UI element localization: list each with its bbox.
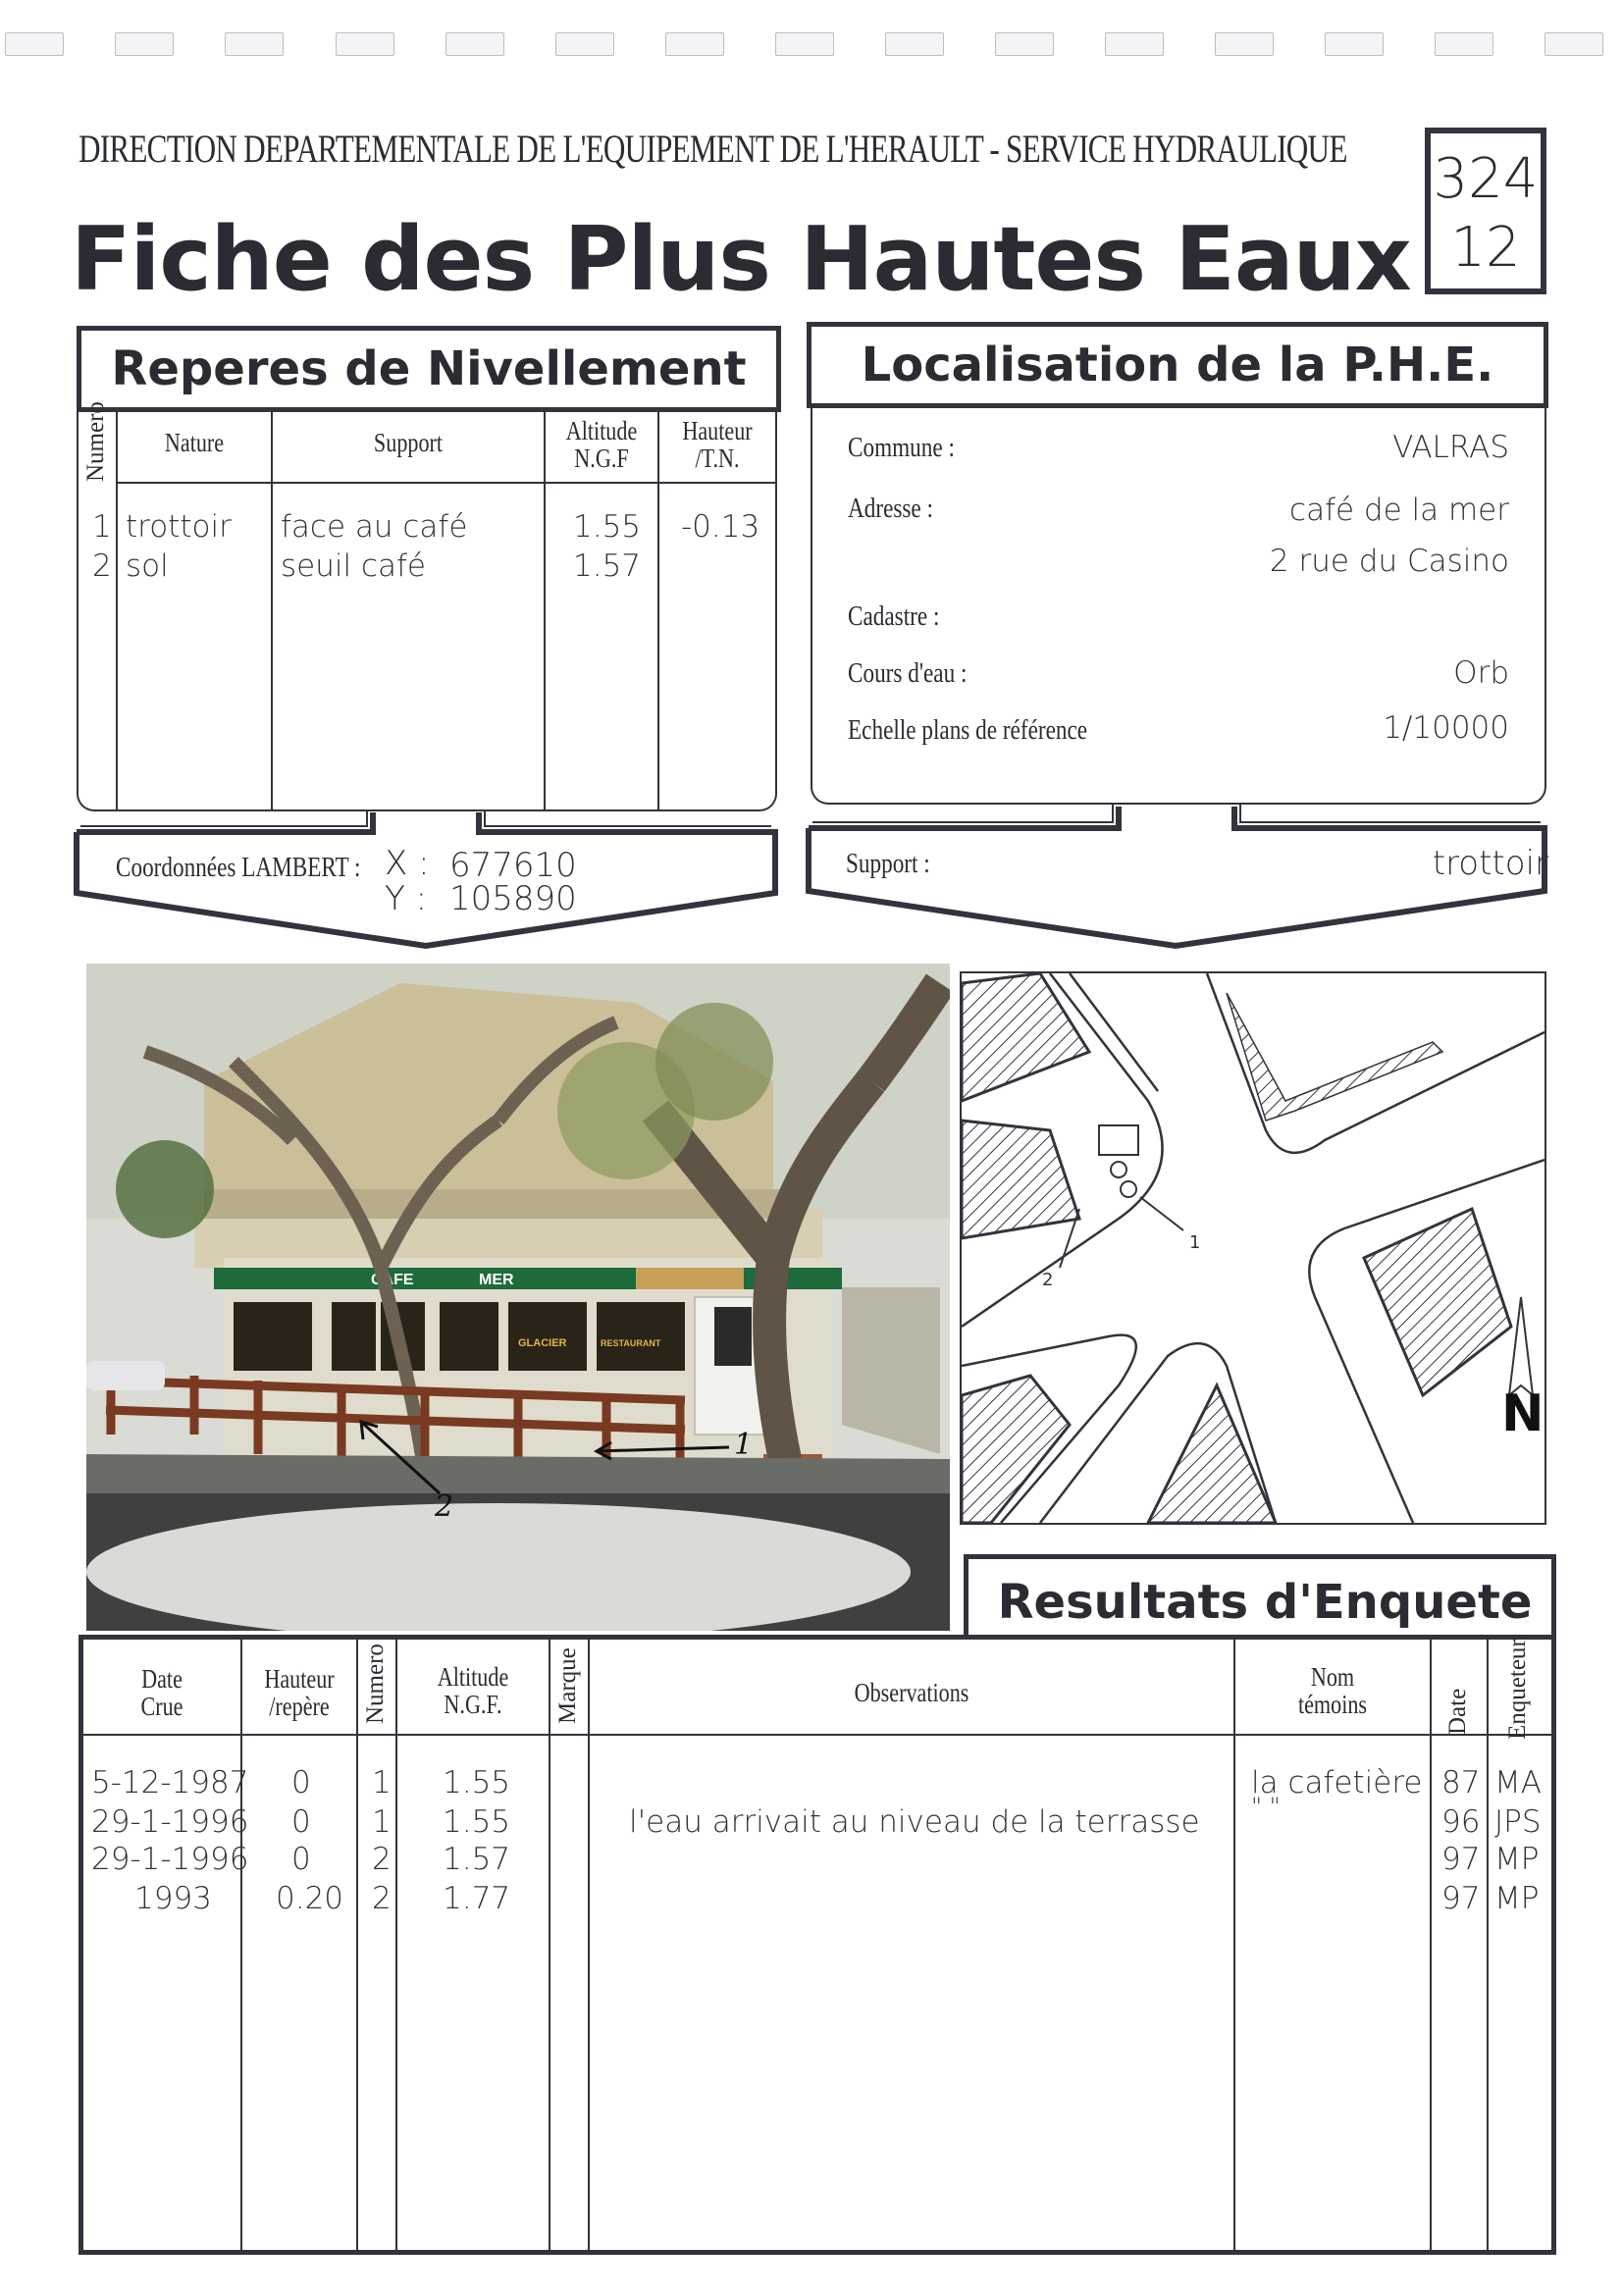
- binder-hole: [1105, 32, 1164, 56]
- binder-hole: [1435, 32, 1493, 56]
- binder-hole: [225, 32, 284, 56]
- col-hauteur-line1: Hauteur: [682, 416, 753, 445]
- reference-sheet: 12: [1450, 216, 1521, 280]
- hauteur-repere: 0: [291, 1842, 311, 1877]
- localisation-title-box: [807, 322, 1548, 408]
- reperes-table: [77, 401, 777, 811]
- date-crue: 5-12-1987: [91, 1765, 249, 1800]
- binder-hole: [775, 32, 834, 56]
- photo-sign-cafe: CAFE: [371, 1272, 414, 1288]
- date-crue: 29-1-1996: [91, 1804, 249, 1840]
- commune-label: Commune :: [848, 432, 955, 463]
- col-date-crue: [97, 1665, 226, 1721]
- repere-altitude: 1.57: [573, 548, 642, 584]
- date-enquete: 97: [1441, 1842, 1481, 1877]
- altitude-ngf: 1.57: [443, 1842, 511, 1877]
- enqueteur: MP: [1494, 1842, 1540, 1877]
- col-altitude: [555, 417, 647, 473]
- numero: 2: [372, 1842, 392, 1877]
- col-nature: Nature: [164, 428, 225, 457]
- binder-hole: [885, 32, 944, 56]
- binder-hole: [555, 32, 614, 56]
- binder-hole: [445, 32, 504, 56]
- lambert-x-value: 677610: [449, 846, 577, 885]
- binder-hole: [1215, 32, 1274, 56]
- repere-altitude: 1.55: [573, 509, 642, 545]
- echelle-label: Echelle plans de référence: [848, 714, 1088, 746]
- col-altitude-line2: N.G.F: [574, 444, 629, 474]
- col-support: Support: [373, 428, 444, 457]
- numero: 2: [372, 1881, 392, 1916]
- repere-numero: 1: [92, 509, 112, 545]
- resultats-title-box: [964, 1554, 1556, 1640]
- reference-box: [1425, 128, 1546, 294]
- reference-number: 324: [1433, 147, 1539, 211]
- temoin: la cafetière: [1251, 1765, 1423, 1800]
- plan-marker-2: 2: [1042, 1270, 1054, 1290]
- photo-marker-2: 2: [435, 1489, 454, 1524]
- commune-value: VALRAS: [1392, 430, 1509, 465]
- binder-hole: [665, 32, 724, 56]
- support-label: Support :: [846, 848, 930, 879]
- lambert-y-value: 105890: [449, 879, 577, 918]
- col-altitude-line1: Altitude: [565, 416, 638, 445]
- adresse-line1: café de la mer: [1289, 493, 1509, 528]
- date-enquete: 87: [1441, 1765, 1481, 1800]
- col-nom-temoins: [1253, 1663, 1412, 1719]
- date-enquete: 96: [1441, 1804, 1481, 1840]
- localisation-title: Localisation de la P.H.E.: [861, 338, 1494, 392]
- col-hauteur-repere-line2: /repère: [269, 1692, 330, 1722]
- col-numero: Numero: [82, 401, 109, 482]
- col-date-crue-line2: Crue: [140, 1692, 183, 1722]
- binder-hole: [1325, 32, 1384, 56]
- lambert-x-label: X :: [385, 844, 430, 883]
- hauteur-repere: 0.20: [276, 1881, 344, 1916]
- support-value: trottoir: [1432, 844, 1548, 883]
- col-marque: Marque: [554, 1647, 581, 1724]
- col-observations: Observations: [854, 1678, 969, 1707]
- col-nom-temoins-line1: Nom: [1310, 1662, 1355, 1692]
- col-altitude-ngf-line2: N.G.F.: [444, 1690, 502, 1720]
- numero: 1: [372, 1765, 392, 1800]
- altitude-ngf: 1.55: [443, 1804, 511, 1840]
- reperes-title: Reperes de Nivellement: [111, 341, 747, 396]
- site-plan: [960, 971, 1546, 1525]
- plan-marker-1: 1: [1189, 1232, 1201, 1253]
- col-hauteur: [670, 417, 765, 473]
- photo-cafe-de-la-mer: [86, 964, 950, 1631]
- col-date-crue-line1: Date: [141, 1664, 183, 1694]
- col-hauteur-repere-line1: Hauteur: [264, 1664, 335, 1694]
- col-date: Date: [1444, 1688, 1471, 1735]
- col-nom-temoins-line2: témoins: [1297, 1690, 1368, 1720]
- cours-eau-label: Cours d'eau :: [848, 657, 968, 689]
- reperes-title-box: [77, 326, 781, 412]
- date-crue: 1993: [134, 1881, 212, 1916]
- enqueteur: MP: [1494, 1881, 1540, 1916]
- binder-hole: [1544, 32, 1603, 56]
- hauteur-repere: 0: [291, 1804, 311, 1840]
- photo-sign-restaurant: RESTAURANT: [601, 1338, 661, 1348]
- echelle-value: 1/10000: [1383, 710, 1509, 746]
- binder-hole: [336, 32, 394, 56]
- resultats-table: [79, 1635, 1556, 2255]
- repere-nature: sol: [126, 548, 169, 584]
- date-crue: 29-1-1996: [91, 1842, 249, 1877]
- cours-eau-value: Orb: [1453, 655, 1509, 691]
- repere-hauteur: -0.13: [681, 509, 760, 545]
- numero: 1: [372, 1804, 392, 1840]
- cadastre-label: Cadastre :: [848, 600, 940, 632]
- photo-marker-1: 1: [734, 1428, 754, 1462]
- hauteur-repere: 0: [291, 1765, 311, 1800]
- col-hauteur-repere: [252, 1665, 345, 1721]
- observation: l'eau arrivait au niveau de la terrasse: [629, 1804, 1200, 1840]
- photo-sign-mer: MER: [479, 1272, 514, 1288]
- col-numero: Numero: [362, 1644, 389, 1724]
- binder-hole: [115, 32, 174, 56]
- repere-nature: trottoir: [126, 509, 232, 545]
- binder-hole: [5, 32, 64, 56]
- enqueteur: MA: [1494, 1765, 1542, 1800]
- adresse-label: Adresse :: [848, 493, 933, 524]
- adresse-line2: 2 rue du Casino: [1269, 544, 1509, 579]
- repere-numero: 2: [92, 548, 112, 584]
- altitude-ngf: 1.77: [443, 1881, 511, 1916]
- north-icon: N: [1501, 1384, 1544, 1443]
- photo-sign-glacier: GLACIER: [518, 1337, 567, 1349]
- localisation-panel: [811, 404, 1546, 805]
- altitude-ngf: 1.55: [443, 1765, 511, 1800]
- repere-support: face au café: [281, 509, 468, 545]
- col-hauteur-line2: /T.N.: [695, 444, 740, 474]
- col-enqueteur: Enqueteur: [1504, 1639, 1531, 1740]
- col-altitude-ngf: [411, 1663, 535, 1719]
- col-altitude-ngf-line1: Altitude: [437, 1662, 509, 1692]
- repere-support: seuil café: [281, 548, 426, 584]
- lambert-label: Coordonnées LAMBERT :: [116, 852, 361, 883]
- date-enquete: 97: [1441, 1881, 1481, 1916]
- resultats-title: Resultats d'Enquete: [997, 1575, 1533, 1630]
- enqueteur: JPS: [1494, 1804, 1542, 1840]
- temoin-ditto: " ": [1251, 1793, 1281, 1820]
- direction-heading: DIRECTION DEPARTEMENTALE DE L'EQUIPEMENT DE L'HERAULT - SERVICE HYDRAULIQUE: [79, 127, 1347, 171]
- binder-hole: [995, 32, 1054, 56]
- page-title: Fiche des Plus Hautes Eaux: [71, 208, 1411, 311]
- lambert-y-label: Y :: [385, 879, 428, 918]
